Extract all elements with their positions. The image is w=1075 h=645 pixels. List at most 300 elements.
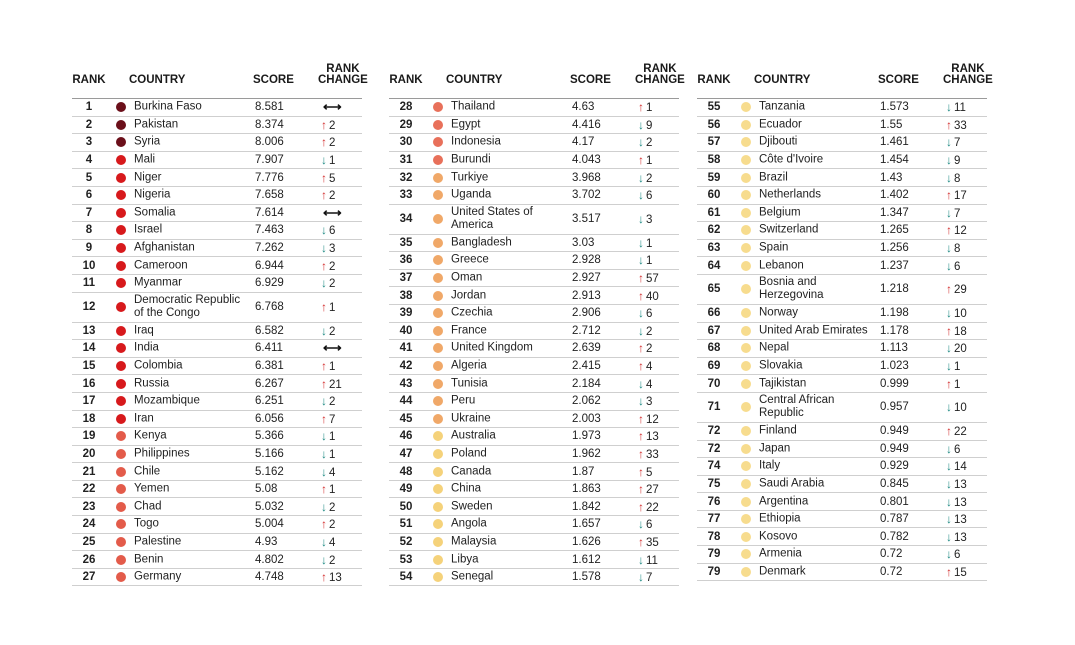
- rank-cell: 20: [82, 447, 96, 460]
- rank-change-cell: [638, 517, 652, 531]
- arrow-down-icon: ↓: [638, 117, 644, 132]
- rank-change-value: 13: [329, 572, 342, 585]
- rank-change-value: 2: [646, 172, 653, 185]
- severity-dot-icon: [433, 190, 443, 200]
- severity-dot-icon: [433, 137, 443, 147]
- rank-change-cell: [638, 535, 659, 549]
- country-cell: Ukraine: [451, 412, 491, 425]
- rank-cell: 67: [707, 324, 721, 337]
- severity-dot-icon: [116, 519, 126, 529]
- rank-change-cell: [946, 135, 960, 149]
- rank-change-cell: [321, 412, 335, 426]
- rank-change-value: 18: [954, 325, 967, 338]
- arrow-both-icon: ⟷: [323, 99, 342, 115]
- arrow-down-icon: ↓: [946, 459, 952, 474]
- severity-dot-icon: [116, 343, 126, 353]
- country-cell: France: [451, 324, 487, 337]
- rank-change-cell: [638, 500, 659, 514]
- rank-change-value: 6: [954, 549, 961, 562]
- score-cell: 4.802: [255, 553, 284, 566]
- rank-change-cell: [638, 153, 652, 167]
- score-cell: 6.411: [255, 342, 283, 355]
- rank-change-value: 2: [646, 325, 653, 338]
- rank-change-cell: [946, 495, 967, 509]
- score-cell: 6.251: [255, 395, 284, 408]
- table-row: [72, 393, 362, 411]
- rank-change-cell: [946, 424, 967, 438]
- table-row: [72, 275, 362, 293]
- arrow-down-icon: ↓: [946, 512, 952, 527]
- score-cell: 3.517: [572, 213, 601, 226]
- header-rank-change-line2: CHANGE: [635, 74, 685, 86]
- arrow-up-icon: ↑: [638, 359, 644, 374]
- severity-dot-icon: [741, 137, 751, 147]
- table-row: [389, 134, 679, 152]
- country-cell: Poland: [451, 447, 487, 460]
- table-row: [389, 393, 679, 411]
- score-cell: 1.573: [880, 101, 909, 114]
- rank-cell: 33: [399, 189, 413, 202]
- arrow-up-icon: ↑: [946, 188, 952, 203]
- table-row: [389, 411, 679, 429]
- severity-dot-icon: [433, 120, 443, 130]
- arrow-up-icon: ↑: [638, 411, 644, 426]
- rank-change-value: 27: [646, 484, 659, 497]
- score-cell: 2.003: [572, 412, 601, 425]
- score-cell: 4.17: [572, 136, 595, 149]
- rank-cell: 12: [82, 301, 96, 314]
- severity-dot-icon: [741, 284, 751, 294]
- rank-change-value: 3: [646, 214, 653, 227]
- arrow-up-icon: ↑: [321, 117, 327, 132]
- rank-cell: 28: [399, 101, 413, 114]
- rank-change-cell: [638, 289, 659, 303]
- rank-change-cell: [946, 324, 967, 338]
- country-cell: Algeria: [451, 359, 487, 372]
- rank-change-cell: [321, 171, 335, 185]
- arrow-down-icon: ↓: [946, 341, 952, 356]
- score-cell: 0.72: [880, 565, 903, 578]
- score-cell: 6.267: [255, 377, 284, 390]
- table-row: [389, 187, 679, 205]
- table-row: [697, 152, 987, 170]
- rank-change-value: 2: [329, 325, 336, 338]
- score-cell: 5.032: [255, 500, 284, 513]
- rank-change-value: 17: [954, 190, 967, 203]
- rank-change-value: 10: [954, 402, 967, 415]
- rank-change-value: 2: [329, 190, 336, 203]
- rank-change-value: 1: [954, 378, 961, 391]
- score-cell: 5.004: [255, 518, 284, 531]
- score-cell: 0.801: [880, 495, 909, 508]
- header-rank-change-line2: CHANGE: [318, 74, 368, 86]
- arrow-up-icon: ↑: [321, 517, 327, 532]
- header-rank-change-line2: CHANGE: [943, 74, 993, 86]
- header-rank: RANK: [72, 74, 106, 86]
- rank-change-value: 6: [646, 519, 653, 532]
- severity-dot-icon: [741, 532, 751, 542]
- severity-dot-icon: [741, 361, 751, 371]
- rank-change-cell: [946, 206, 960, 220]
- table-row: [697, 393, 987, 423]
- arrow-down-icon: ↓: [638, 394, 644, 409]
- arrow-up-icon: ↑: [321, 170, 327, 185]
- severity-dot-icon: [741, 243, 751, 253]
- severity-dot-icon: [433, 291, 443, 301]
- rank-cell: 56: [707, 118, 721, 131]
- score-cell: 1.198: [880, 307, 909, 320]
- country-cell: Japan: [759, 442, 791, 455]
- severity-dot-icon: [741, 261, 751, 271]
- rank-change-value: 1: [329, 484, 336, 497]
- country-cell: Israel: [134, 223, 163, 236]
- severity-dot-icon: [741, 225, 751, 235]
- country-cell: Italy: [759, 459, 781, 472]
- rank-change-value: 13: [646, 431, 659, 444]
- rank-change-cell: [638, 188, 652, 202]
- severity-dot-icon: [116, 555, 126, 565]
- country-cell: Tanzania: [759, 100, 806, 113]
- country-cell: Mozambique: [134, 394, 200, 407]
- arrow-down-icon: ↓: [638, 253, 644, 268]
- table-row: [389, 270, 679, 288]
- rank-change-cell: [946, 153, 960, 167]
- country-cell: Angola: [451, 517, 487, 530]
- country-cell: Malaysia: [451, 535, 497, 548]
- severity-dot-icon: [433, 572, 443, 582]
- rank-change-value: 21: [329, 378, 342, 391]
- severity-dot-icon: [741, 461, 751, 471]
- rank-cell: 6: [85, 189, 93, 202]
- country-cell: United Arab Emirates: [759, 324, 868, 337]
- arrow-up-icon: ↑: [638, 499, 644, 514]
- severity-dot-icon: [116, 537, 126, 547]
- severity-dot-icon: [116, 278, 126, 288]
- severity-dot-icon: [741, 426, 751, 436]
- rank-change-value: 57: [646, 273, 659, 286]
- table-row: [697, 564, 987, 582]
- country-cell: Ecuador: [759, 118, 802, 131]
- score-cell: 2.639: [572, 342, 601, 355]
- country-cell: Switzerland: [759, 223, 819, 236]
- table-row: [389, 534, 679, 552]
- score-cell: 1.454: [880, 154, 909, 167]
- rank-cell: 63: [707, 242, 721, 255]
- arrow-down-icon: ↓: [321, 394, 327, 409]
- score-cell: 1.265: [880, 224, 909, 237]
- country-cell: Djibouti: [759, 135, 798, 148]
- severity-dot-icon: [433, 414, 443, 424]
- rank-change-cell: [323, 99, 344, 115]
- rank-cell: 79: [707, 548, 721, 561]
- arrow-up-icon: ↑: [321, 300, 327, 315]
- rank-cell: 59: [707, 171, 721, 184]
- score-cell: 3.03: [572, 236, 595, 249]
- table-row: [697, 257, 987, 275]
- rank-change-value: 6: [954, 260, 961, 273]
- severity-dot-icon: [433, 519, 443, 529]
- score-cell: 1.962: [572, 447, 601, 460]
- rank-change-value: 2: [646, 137, 653, 150]
- rank-change-value: 2: [329, 501, 336, 514]
- table-row: [697, 476, 987, 494]
- severity-dot-icon: [116, 243, 126, 253]
- table-row: [389, 428, 679, 446]
- table-row: [697, 305, 987, 323]
- rank-change-cell: [638, 553, 658, 567]
- rank-cell: 54: [399, 571, 413, 584]
- arrow-down-icon: ↓: [321, 499, 327, 514]
- rank-cell: 39: [399, 307, 413, 320]
- score-cell: 2.184: [572, 377, 601, 390]
- arrow-down-icon: ↓: [946, 241, 952, 256]
- rank-change-cell: [946, 459, 967, 473]
- rank-cell: 25: [82, 535, 96, 548]
- rank-change-cell: [946, 306, 967, 320]
- score-cell: 0.845: [880, 477, 909, 490]
- score-cell: 7.658: [255, 189, 284, 202]
- rank-change-cell: [321, 300, 335, 314]
- table-row: [697, 441, 987, 459]
- country-cell: Senegal: [451, 570, 494, 583]
- rank-change-cell: [321, 553, 335, 567]
- country-cell: Greece: [451, 253, 489, 266]
- arrow-up-icon: ↑: [638, 534, 644, 549]
- rank-change-cell: [321, 465, 335, 479]
- rank-change-cell: [638, 253, 652, 267]
- rank-change-value: 4: [329, 536, 336, 549]
- severity-dot-icon: [741, 173, 751, 183]
- rank-cell: 16: [82, 377, 96, 390]
- arrow-down-icon: ↓: [321, 223, 327, 238]
- rank-cell: 62: [707, 224, 721, 237]
- arrow-up-icon: ↑: [946, 424, 952, 439]
- score-cell: 6.929: [255, 277, 284, 290]
- rank-cell: 68: [707, 342, 721, 355]
- rank-change-cell: [946, 442, 960, 456]
- rank-cell: 77: [707, 513, 721, 526]
- rank-change-value: 1: [329, 431, 336, 444]
- arrow-up-icon: ↑: [321, 135, 327, 150]
- rank-cell: 52: [399, 535, 413, 548]
- arrow-down-icon: ↓: [321, 429, 327, 444]
- country-cell: Saudi Arabia: [759, 477, 825, 490]
- table-row: [72, 534, 362, 552]
- table-row: [389, 463, 679, 481]
- rank-change-cell: [946, 359, 960, 373]
- rank-change-value: 9: [954, 155, 961, 168]
- table-row: [389, 117, 679, 135]
- severity-dot-icon: [741, 343, 751, 353]
- arrow-down-icon: ↓: [638, 306, 644, 321]
- score-cell: 0.949: [880, 442, 909, 455]
- rank-change-cell: [321, 324, 335, 338]
- severity-dot-icon: [116, 155, 126, 165]
- rank-cell: 23: [82, 500, 96, 513]
- severity-dot-icon: [741, 190, 751, 200]
- country-cell: Democratic Republic of the Congo: [134, 294, 241, 320]
- country-cell: Nepal: [759, 341, 790, 354]
- severity-dot-icon: [433, 431, 443, 441]
- table-row: [72, 187, 362, 205]
- rank-cell: 41: [399, 342, 413, 355]
- arrow-down-icon: ↓: [946, 547, 952, 562]
- rank-change-cell: [321, 394, 335, 408]
- severity-dot-icon: [433, 396, 443, 406]
- rank-change-cell: [638, 465, 652, 479]
- rank-change-value: 11: [954, 102, 966, 115]
- score-cell: 1.87: [572, 465, 595, 478]
- arrow-up-icon: ↑: [321, 482, 327, 497]
- rank-change-value: 1: [646, 155, 653, 168]
- arrow-up-icon: ↑: [946, 323, 952, 338]
- severity-dot-icon: [433, 537, 443, 547]
- score-cell: 2.712: [572, 324, 601, 337]
- rank-cell: 2: [85, 118, 93, 131]
- rank-change-cell: [638, 118, 652, 132]
- rank-cell: 48: [399, 465, 413, 478]
- arrow-down-icon: ↓: [638, 188, 644, 203]
- score-cell: 7.776: [255, 171, 284, 184]
- arrow-up-icon: ↑: [946, 223, 952, 238]
- rank-change-cell: [638, 171, 652, 185]
- rank-cell: 24: [82, 518, 96, 531]
- rank-change-cell: [321, 447, 335, 461]
- severity-dot-icon: [433, 238, 443, 248]
- country-cell: Jordan: [451, 289, 487, 302]
- score-cell: 4.416: [572, 118, 601, 131]
- arrow-down-icon: ↓: [946, 359, 952, 374]
- rank-change-value: 22: [954, 426, 967, 439]
- rank-change-cell: [638, 377, 652, 391]
- severity-dot-icon: [741, 326, 751, 336]
- country-cell: Iraq: [134, 324, 154, 337]
- country-cell: Libya: [451, 553, 479, 566]
- rank-change-value: 5: [646, 466, 653, 479]
- rank-change-cell: [321, 482, 335, 496]
- table-header: [389, 60, 685, 99]
- arrow-up-icon: ↑: [638, 271, 644, 286]
- country-cell: Somalia: [134, 206, 176, 219]
- arrow-up-icon: ↑: [638, 288, 644, 303]
- severity-dot-icon: [741, 514, 751, 524]
- arrow-down-icon: ↓: [321, 464, 327, 479]
- rank-cell: 5: [85, 171, 93, 184]
- rank-change-value: 4: [646, 361, 653, 374]
- arrow-down-icon: ↓: [638, 170, 644, 185]
- arrow-down-icon: ↓: [321, 446, 327, 461]
- rank-change-value: 8: [954, 243, 961, 256]
- rank-change-cell: [638, 306, 652, 320]
- rank-change-value: 2: [329, 119, 336, 132]
- rank-cell: 71: [707, 401, 721, 414]
- score-cell: 1.461: [880, 136, 909, 149]
- score-cell: 2.927: [572, 272, 601, 285]
- severity-dot-icon: [116, 502, 126, 512]
- rank-cell: 44: [399, 395, 413, 408]
- country-cell: Philippines: [134, 447, 190, 460]
- score-cell: 2.906: [572, 307, 601, 320]
- severity-dot-icon: [116, 431, 126, 441]
- arrow-up-icon: ↑: [321, 376, 327, 391]
- rank-cell: 61: [707, 206, 721, 219]
- arrow-down-icon: ↓: [321, 241, 327, 256]
- rank-cell: 7: [85, 206, 93, 219]
- arrow-down-icon: ↓: [321, 323, 327, 338]
- arrow-up-icon: ↑: [946, 117, 952, 132]
- table-row: [72, 463, 362, 481]
- table-row: [389, 551, 679, 569]
- arrow-down-icon: ↓: [946, 258, 952, 273]
- table-row: [389, 375, 679, 393]
- score-cell: 6.056: [255, 412, 284, 425]
- rank-cell: 55: [707, 101, 721, 114]
- table-row: [389, 498, 679, 516]
- rank-change-cell: [638, 429, 659, 443]
- arrow-down-icon: ↓: [946, 100, 952, 115]
- rank-change-cell: [321, 535, 335, 549]
- table-row: [72, 99, 362, 117]
- rank-change-cell: [321, 276, 335, 290]
- country-cell: Cameroon: [134, 259, 188, 272]
- rank-cell: 75: [707, 477, 721, 490]
- score-cell: 6.381: [255, 360, 284, 373]
- table-row: [389, 446, 679, 464]
- rank-change-cell: [323, 205, 344, 221]
- rank-cell: 40: [399, 324, 413, 337]
- rank-cell: 64: [707, 259, 721, 272]
- rank-cell: 76: [707, 495, 721, 508]
- table-row: [389, 516, 679, 534]
- severity-dot-icon: [116, 302, 126, 312]
- country-cell: Germany: [134, 570, 182, 583]
- ranking-column-3: [697, 60, 993, 581]
- rank-change-cell: [946, 259, 960, 273]
- rank-change-value: 8: [954, 172, 961, 185]
- rank-change-value: 13: [954, 496, 967, 509]
- score-cell: 4.93: [255, 535, 278, 548]
- rank-change-value: 2: [329, 260, 336, 273]
- rank-change-cell: [638, 447, 659, 461]
- score-cell: 1.178: [880, 324, 909, 337]
- rank-cell: 15: [82, 360, 96, 373]
- country-cell: Peru: [451, 394, 476, 407]
- country-cell: Kenya: [134, 429, 167, 442]
- country-cell: Lebanon: [759, 259, 804, 272]
- rank-cell: 38: [399, 289, 413, 302]
- table-row: [697, 187, 987, 205]
- country-cell: United States of America: [451, 206, 533, 232]
- severity-dot-icon: [741, 444, 751, 454]
- score-cell: 1.55: [880, 118, 903, 131]
- header-rank-change-line1: RANK: [326, 63, 360, 75]
- table-row: [72, 205, 362, 223]
- severity-dot-icon: [741, 497, 751, 507]
- table-row: [389, 305, 679, 323]
- table-row: [72, 257, 362, 275]
- score-cell: 7.463: [255, 224, 284, 237]
- rank-cell: 50: [399, 500, 413, 513]
- table-row: [72, 134, 362, 152]
- header-rank: RANK: [389, 74, 423, 86]
- rank-change-cell: [638, 100, 652, 114]
- rank-change-value: 29: [954, 284, 967, 297]
- rank-cell: 13: [82, 324, 96, 337]
- rank-cell: 9: [85, 242, 93, 255]
- rank-change-value: 1: [646, 237, 653, 250]
- country-cell: Palestine: [134, 535, 182, 548]
- country-cell: Benin: [134, 553, 164, 566]
